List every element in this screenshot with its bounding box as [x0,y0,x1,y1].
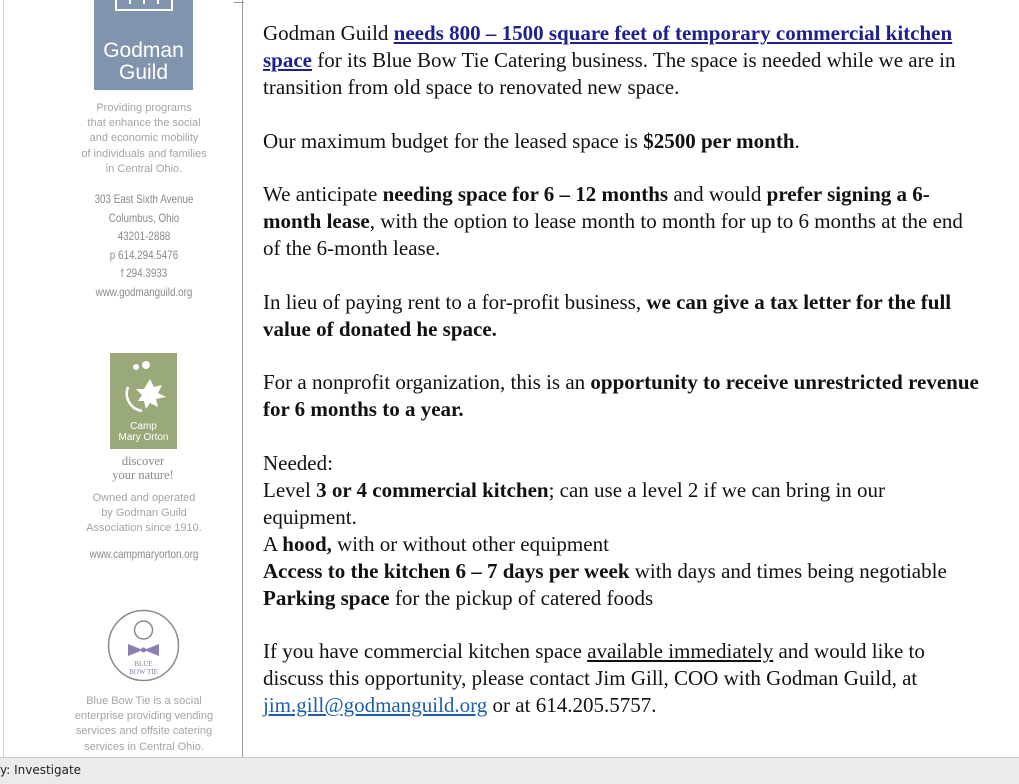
bowtie-logo-line1: BLUE [134,660,153,668]
logo-name-line2: Guild [118,61,169,84]
paragraph-budget [263,128,983,155]
address-line: Columbus, Ohio [108,210,180,225]
ownership-line: by Godman Guild [101,507,187,520]
letter-body [263,20,983,746]
paragraph-space-need [263,20,983,101]
godman-guild-logo [94,0,193,90]
contact-email-link[interactable]: jim.gill@godmanguild.org [263,693,488,717]
bowtie-logo-line2: BOW TIE [129,668,158,676]
text-run: . [794,128,800,153]
paragraph-opportunity [263,369,983,423]
mission-text [60,101,228,177]
status-bar [0,757,1019,784]
needed-item-parking [263,585,983,612]
text-run: Godman Guild [263,21,394,45]
mission-line: in Central Ohio. [105,162,183,175]
lease-emphasis: prefer signing a 6-month lease [263,182,930,233]
logo-name-line1: Godman [103,39,184,62]
description-line: services in Central Ohio. [84,740,204,753]
fax-line: f 294.3933 [120,266,168,281]
tagline-line: your nature! [112,468,174,482]
text-run: with days and times being negotiable [629,558,947,583]
tax-letter-emphasis: we can give a tax letter for the full value of donated he space. [263,289,952,341]
text-run: and would like to discuss this opportunity, please contact Jim Gill, COO with Godman Guild, at [263,639,925,690]
text-run: and would [668,182,767,206]
tagline-line: discover [121,454,165,468]
camp-tagline [86,454,200,482]
description-line: enterprise providing vending [74,710,214,723]
hood-emphasis: hood, [282,531,332,556]
text-run: A [263,531,283,556]
text-run: ; can use a level 2 if we can bring in our equipment. [263,477,886,529]
address-line: 43201-2888 [117,229,171,244]
paragraph-duration [263,181,983,262]
ownership-line: Association since 1910. [86,522,202,535]
paragraph-contact [263,638,983,719]
text-run: Our maximum budget for the leased space is [263,128,644,153]
description-line: services and offsite catering [75,725,213,738]
text-run: for its Blue Bow Tie Catering business. The space is needed while we are in transition from old space to renovated new space. [263,48,956,99]
space-need-link[interactable]: needs 800 – 1500 square feet of temporary commercial kitchen space [263,21,953,72]
text-run: In lieu of paying rent to a for-profit business, [263,289,647,314]
status-text: y: Investigate [0,763,82,777]
paragraph-tax-letter [263,289,983,343]
needed-item-access [263,558,983,585]
blue-bow-tie-logo [106,608,181,683]
ownership-line: Owned and operated [92,492,196,504]
duration-emphasis: needing space for 6 – 12 months [382,182,669,206]
text-run: or at 614.205.5757. [487,693,657,717]
text-run: for the pickup of catered foods [389,585,654,610]
mission-line: that enhance the social [87,117,201,130]
kitchen-level-emphasis: 3 or 4 commercial kitchen [316,477,549,502]
text-run: For a nonprofit organization, this is an [263,370,591,394]
phone-line: p 614.294.5476 [109,247,179,262]
text-run: If you have commercial kitchen space [263,639,588,663]
website-line: www.godmanguild.org [95,284,193,299]
opportunity-emphasis: opportunity to receive unrestricted revenue for 6 months to a year. [263,370,979,421]
parking-emphasis: Parking space [263,585,390,610]
bow-tie-icon [106,608,181,683]
needed-item-hood [263,531,983,558]
address-line: 303 East Sixth Avenue [94,192,194,206]
budget-amount: $2500 per month [643,128,795,153]
text-run: We anticipate [263,182,383,206]
availability-underline: available immediately [587,639,774,663]
column-divider [242,0,243,757]
needed-heading: Needed: [263,450,333,475]
camp-logo-line2: Mary Orton [118,432,169,443]
bowtie-description [60,694,228,755]
camp-mary-orton-logo [110,353,177,449]
mission-line: Providing programs [96,102,192,114]
description-line: Blue Bow Tie is a social [86,695,202,707]
mission-line: of individuals and families [81,147,207,160]
maple-leaf-icon [116,357,172,419]
camp-website: www.campmaryorton.org [89,547,199,561]
camp-ownership-text [60,491,228,537]
camp-logo-line1: Camp [130,421,157,432]
access-emphasis: Access to the kitchen 6 – 7 days per week [263,558,630,583]
text-run: Level [263,477,317,502]
letterhead-sidebar [0,0,242,757]
guild-emblem-icon [108,0,180,36]
needed-item-kitchen-level [263,477,983,531]
text-run: with or without other equipment [331,531,609,556]
contact-address [75,190,213,302]
text-run: , with the option to lease month to month for up to 6 months at the end of the 6-month lease. [263,209,963,260]
mission-line: and economic mobility [89,132,199,145]
